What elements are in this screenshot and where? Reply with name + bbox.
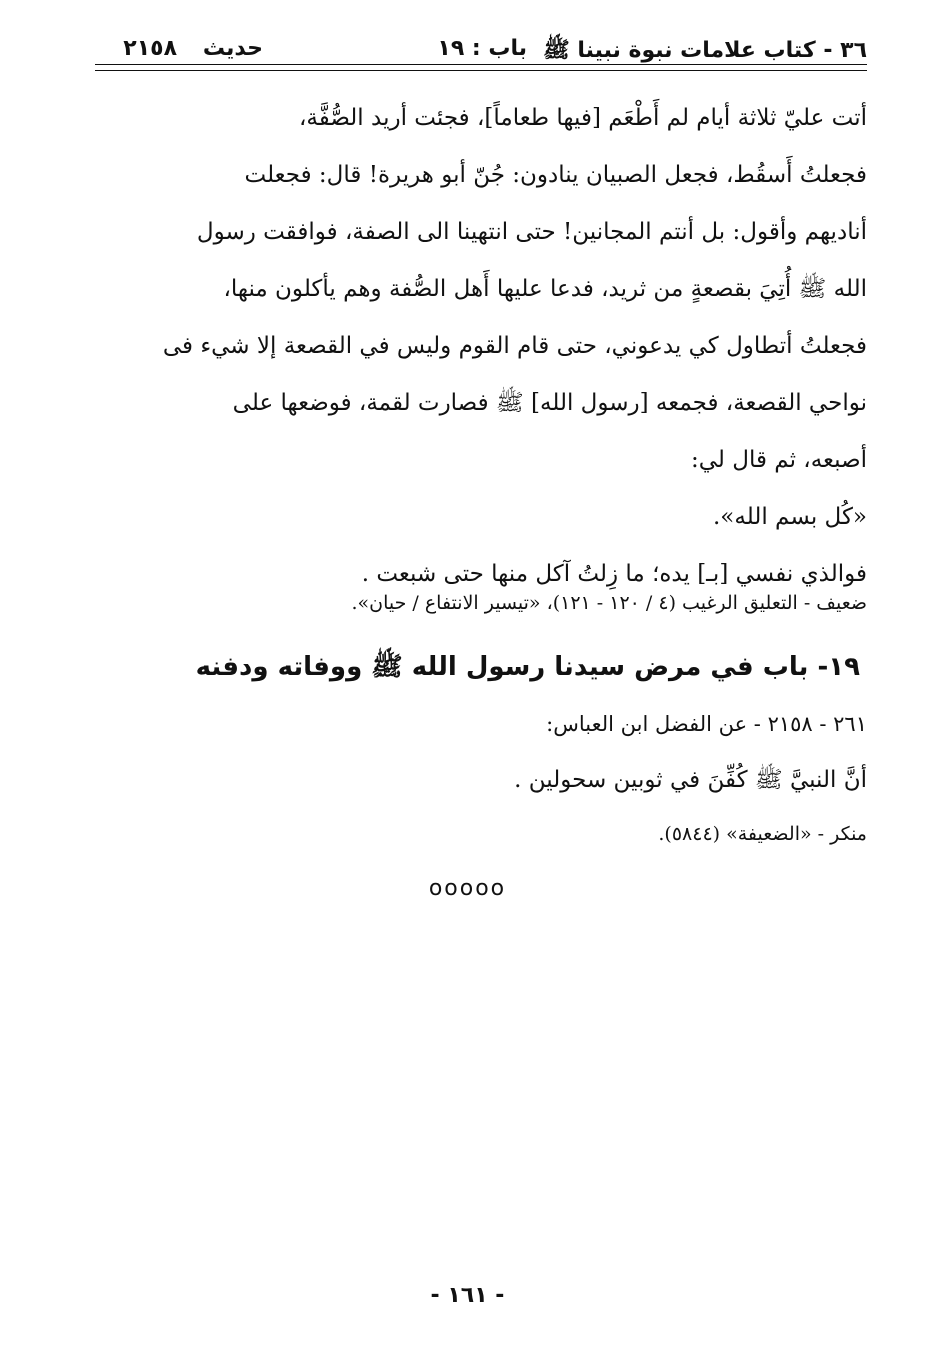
- running-header: [95, 30, 867, 66]
- body-line: أصبعه، ثم قال لي:: [691, 447, 867, 473]
- body-line: الله ﷺ أُتِيَ بقصعةٍ من ثريد، فدعا عليها أَهل الصُّفة وهم يأكلون منها،: [223, 276, 867, 302]
- hadith-id-line: ٢٦١ - ٢١٥٨ - عن الفضل ابن العباس:: [546, 712, 867, 736]
- body-line: نواحي القصعة، فجمعه [رسول الله] ﷺ فصارت لقمة، فوضعها على: [232, 390, 867, 416]
- section-separator: ooooo: [428, 876, 507, 901]
- prophet-quote: «كُل بسم الله».: [712, 504, 867, 530]
- hadith-label: حديث: [202, 36, 263, 61]
- hadith-text: أنَّ النبيَّ ﷺ كُفِّنَ في ثوبين سحولين .: [514, 767, 867, 793]
- grading-note: منكر - «الضعيفة» (٥٨٤٤).: [658, 823, 867, 845]
- chapter-number: باب : ١٩: [437, 36, 527, 61]
- body-line: أناديهم وأقول: بل أنتم المجانين! حتى انتهينا الى الصفة، فوافقت رسول: [196, 219, 867, 245]
- hadith-body: [95, 90, 867, 603]
- book-title: ٣٦ - كتاب علامات نبوة نبينا ﷺ: [543, 38, 867, 63]
- header-rule-bottom: [95, 70, 867, 71]
- header-rule-top: [95, 64, 867, 65]
- chapter-heading: ١٩- باب في مرض سيدنا رسول الله ﷺ ووفاته ودفنه: [195, 652, 860, 682]
- page-number: - ١٦١ -: [430, 1283, 505, 1308]
- body-line: أتت عليّ ثلاثة أيام لم أَطْعَم [فيها طعاماً]، فجئت أريد الصُّفَّة،: [298, 105, 867, 131]
- body-line: فجعلتُ أتطاول كي يدعوني، حتى قام القوم وليس في القصعة إلا شيء فى: [162, 333, 867, 359]
- grading-note: ضعيف - التعليق الرغيب (٤ / ١٢٠ - ١٢١)، «تيسير الانتفاع / حيان».: [351, 592, 867, 614]
- body-line: فوالذي نفسي [بـ] يده؛ ما زِلتُ آكل منها حتى شبعت .: [361, 561, 867, 587]
- body-line: فجعلتُ أَسقُط، فجعل الصبيان ينادون: جُنّ أبو هريرة! قال: فجعلت: [244, 162, 867, 188]
- hadith-number: ٢١٥٨: [123, 36, 177, 61]
